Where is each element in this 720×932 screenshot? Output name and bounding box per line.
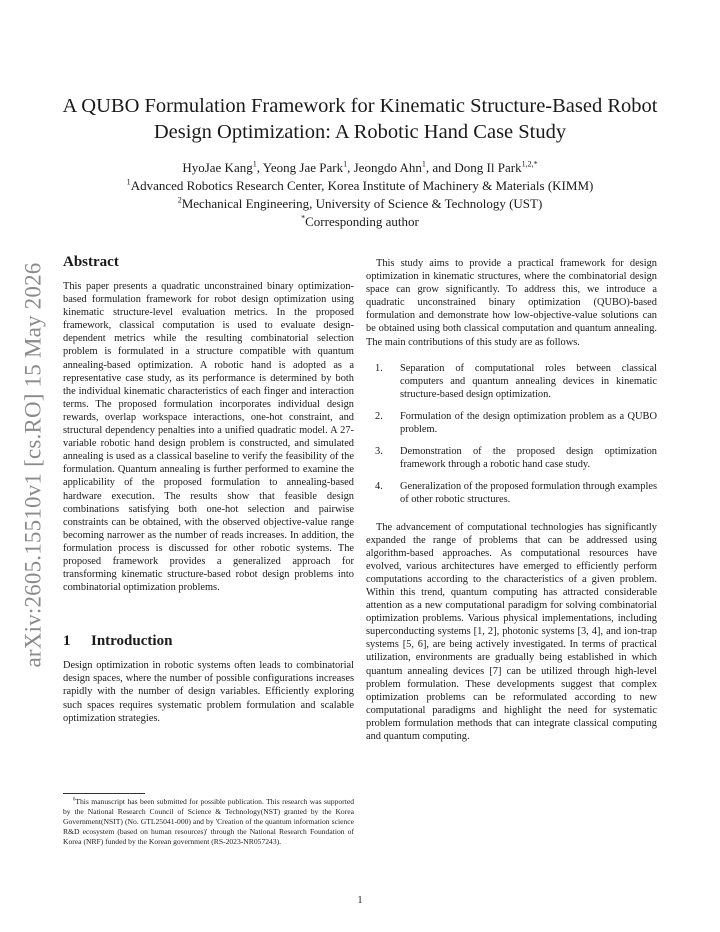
affiliation-2: $^2$Mechanical Engineering, University of Science & Technology (UST) — [177, 195, 543, 211]
list-item: 1. Separation of computational roles between classical computers and quantum annealing devices in kinematic structure-based design optimization. — [375, 362, 657, 400]
arxiv-identifier: arXiv:2605.15510v1 [cs.RO] 15 May 2026 — [20, 262, 46, 668]
author-affiliation-marker: 1 — [343, 159, 348, 169]
paper-title — [60, 93, 660, 145]
arxiv-side-stamp — [18, 258, 48, 672]
contributions-list — [366, 362, 657, 507]
author-affiliation-marker: 1 — [421, 159, 426, 169]
author-name: and Dong Il Park — [432, 160, 522, 175]
footnote — [63, 793, 354, 847]
section-title: Introduction — [91, 633, 173, 650]
page-number: 1 — [357, 895, 363, 906]
introduction-heading — [63, 632, 354, 650]
author-name: Yeong Jae Park — [262, 160, 344, 175]
author-affiliation-marker: 1,2,* — [521, 159, 538, 169]
intro-paragraph-1: Design optimization in robotic systems often leads to combinatorial design spaces, where the number of possible configurations increases rapidly with the number of design variables. Efficiently exploring such spaces requires systematic problem formulation and scalable optimization strategies. — [63, 660, 354, 724]
title-line-2: Design Optimization: A Robotic Hand Case Study — [153, 121, 567, 143]
right-column — [366, 257, 657, 743]
intro-paragraph-3: The advancement of computational technologies has significantly expanded the range of problems that can be addressed using algorithm-based approaches. As computational resources have evolved, various architectures have emerged to efficiently perform computations according to the characteristics of a given problem. Within this trend, quantum computing has attracted considerable attention as a new computational paradigm for solving combinatorial optimization problems. Various physical implementations, including superconducting systems [1, 2], photonic systems [3, 4], and ion-trap systems [5, 6], are being actively investigated. In terms of practical utilization, environments are gradually being established in which quantum annealing devices [7] can be utilized through high-level problem formulation. These developments suggest that complex optimization problems can be reformulated according to new computational paradigms and highlight the need for systematic problem formulation methods that can integrate classical computing and quantum computing. — [366, 521, 657, 742]
author-name: HyoJae Kang — [182, 160, 253, 175]
list-item: 2. Formulation of the design optimization problem as a QUBO problem. — [375, 410, 657, 436]
section-number: 1 — [63, 633, 71, 650]
left-column — [63, 253, 354, 725]
abstract-body: This paper presents a quadratic unconstrained binary optimization-based formulation framework for robot design optimization using kinematic structure-level evaluation metrics. In the proposed framework, classical computation is used to evaluate design-dependent metrics while the resulting combinatorial selection problem is formulated in a structure compatible with quantum annealing-based optimization. A robotic hand is adopted as a representative case study, as its performance is determined by both the individual kinematic characteristics of each finger and interaction terms. The proposed formulation incorporates individual design rewards, overlap workspace interactions, one-hot constraint, and structural dependency penalties into a unified quadratic model. A 27-variable robotic hand design problem is constructed, and simulated annealing is used as a classical baseline to verify the feasibility of the formulation. Quantum annealing is further performed to examine the applicability of the proposed formulation to annealing-based hardware execution. The results show that feasible design combinations satisfying both one-hot selection and pairwise constraints can be obtained, with the observed objective-value range becoming narrower as the number of reads increases. In addition, the formulation process is discussed for other robotic systems. The proposed framework provides a generalized approach for transforming kinematic structure-based robot design problems into combinatorial optimization problems. — [63, 281, 354, 594]
title-line-1: A QUBO Formulation Framework for Kinematic Structure-Based Robot — [62, 95, 658, 117]
author-list: HyoJae Kang$^1$, Yeong Jae Park$^1$, Jeongdo Ahn$^1$, and Dong Il Park$^{1,2,*}$ — [182, 159, 538, 175]
list-item: 4. Generalization of the proposed formulation through examples of other robotic structures. — [375, 481, 657, 506]
footnote-marker: 0 — [73, 797, 76, 803]
author-affiliation-marker: 1 — [252, 159, 257, 169]
abstract-heading: Abstract — [63, 254, 119, 270]
corresponding-author-note: *Corresponding author — [301, 213, 419, 229]
list-item: 3. Demonstration of the proposed design optimization framework through a robotic hand case study. — [375, 446, 657, 471]
affiliation-1: $^1$Advanced Robotics Research Center, Korea Institute of Machinery & Materials (KIMM) — [126, 177, 594, 193]
author-name: Jeongdo Ahn — [353, 160, 422, 175]
footnote-rule — [63, 793, 145, 794]
author-block — [60, 159, 660, 231]
footnote-text: $^0$This manuscript has been submitted for possible publication. This research was supported by the National Research Council of Science & Technology(NST) granted by the Korea Government(NSIT) (No. GTL25041-000) and by 'Creation of the quantum information science R&D ecosystem (based on human resources)' through the National Research Foundation of Korea (NRF) funded by the Korean government (RS-2023-NR057243). — [63, 797, 354, 846]
intro-paragraph-2: This study aims to provide a practical framework for design optimization in kinematic structures, where the combinatorial design space can grow significantly. To address this, we introduce a quadratic unconstrained binary optimization (QUBO)-based formulation and demonstrate how low-objective-value solutions can be obtained using both classical computation and quantum annealing. The main contributions of this study are as follows. — [366, 258, 657, 348]
